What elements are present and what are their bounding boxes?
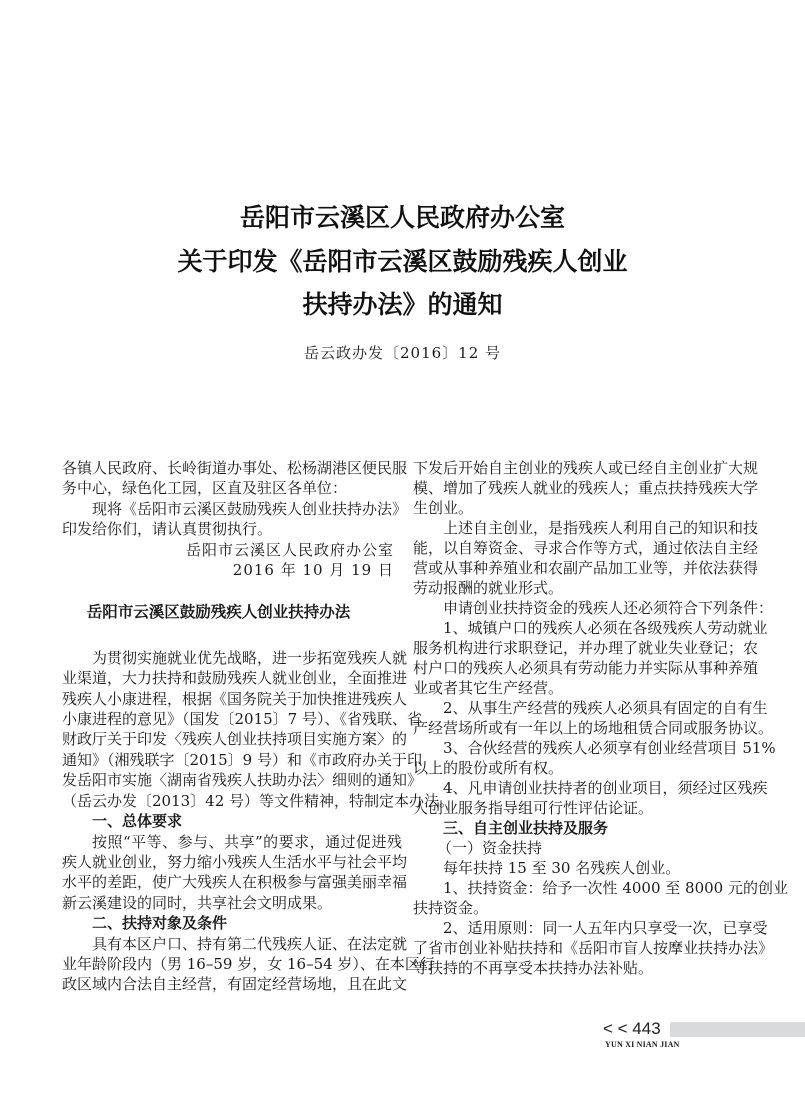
text-line: 4、凡申请创业扶持者的创业项目，须经过区残疾 — [443, 779, 768, 797]
text-line: 政区域内合法自主经营，有固定经营场地，且在此文 — [62, 975, 408, 994]
paragraph — [62, 648, 455, 811]
text-line: 下发后开始自主创业的残疾人或已经自主创业扩大规 — [413, 459, 759, 477]
paragraph — [62, 458, 408, 499]
text-line: 每年扶持 15 至 30 名残疾人创业。 — [443, 859, 681, 877]
text-line: 产经营场所或有一年以上的场地租赁合同或服务协议。 — [413, 719, 774, 737]
subsection-heading — [413, 818, 753, 838]
text-line: 发岳阳市实施〈湖南省残疾人扶助办法〉细则的通知》 — [62, 771, 423, 790]
text-line: 人创业服务指导组可行性评估论证。 — [413, 799, 654, 817]
paragraph — [413, 518, 759, 598]
section-heading — [62, 602, 402, 622]
text-line: （一）资金扶持 — [437, 839, 543, 857]
text-line: 劳动报酬的就业形式。 — [413, 579, 564, 597]
text-line: 了省市创业补贴扶持和《岳阳市盲人按摩业扶持办法》 — [413, 939, 774, 957]
text-line: 2、适用原则：同一人五年内只享受一次，已享受 — [443, 919, 768, 937]
paragraph — [413, 698, 774, 738]
text-line: 二、扶持对象及条件 — [92, 914, 228, 933]
text-line: 2016 年 10 月 19 日 — [232, 561, 394, 580]
text-line: 模、增加了残疾人就业的残疾人；重点扶持残疾大学 — [413, 479, 759, 497]
paragraph — [62, 499, 408, 540]
title-line: 岳阳市云溪区人民政府办公室 — [239, 203, 565, 232]
text-line: 财政厅关于印发〈残疾人创业扶持项目实施方案〉的 — [62, 730, 408, 749]
text-line: 岳阳市云溪区鼓励残疾人创业扶持办法 — [86, 603, 351, 622]
document-title — [0, 196, 805, 327]
text-line: 小康进程的意见》（国发〔2015〕7 号）、《省残联、省 — [62, 710, 422, 729]
text-line: 1、城镇户口的残疾人必须在各级残疾人劳动就业 — [443, 619, 768, 637]
paragraph — [413, 738, 776, 778]
text-line: 生创业。 — [413, 499, 474, 517]
publication-name: YUN XI NIAN JIAN — [605, 1040, 680, 1049]
text-line: 扶持资金。 — [413, 899, 489, 917]
text-line: 村户口的残疾人必须具有劳动能力并实际从事种养殖 — [413, 659, 759, 677]
text-line: 1、扶持资金：给予一次性 4000 至 8000 元的创业 — [443, 879, 788, 897]
footer-bar — [670, 1022, 805, 1037]
text-line: 通知》（湘残联字〔2015〕9 号）和《市政府办关于印 — [62, 750, 422, 769]
text-line: 业渠道，大力扶持和鼓励残疾人就业创业，全面推进 — [62, 669, 408, 688]
text-line: 等扶持的不再享受本扶持办法补贴。 — [413, 959, 654, 977]
page-number: < < 443 — [603, 1019, 661, 1038]
text-line: 岳阳市云溪区人民政府办公室 — [185, 540, 394, 559]
text-line: 2、从事生产经营的残疾人必须具有固定的自有生 — [443, 699, 768, 717]
paragraph — [62, 832, 408, 914]
title-line: 关于印发《岳阳市云溪区鼓励残疾人创业 — [177, 246, 628, 276]
paragraph — [62, 934, 435, 995]
subsection-heading — [413, 838, 753, 858]
text-line: 三、自主创业扶持及服务 — [443, 819, 609, 837]
text-line: 3、合伙经营的残疾人必须享有创业经营项目 51% — [443, 739, 776, 757]
text-line: 上述自主创业，是指残疾人利用自己的知识和技 — [443, 519, 759, 537]
paragraph — [413, 918, 774, 978]
paragraph — [413, 778, 768, 818]
text-line: 按照“平等、参与、共享”的要求，通过促进残 — [92, 832, 402, 851]
text-line: 残疾人小康进程，根据《国务院关于加快推进残疾人 — [62, 689, 408, 708]
paragraph — [413, 878, 788, 918]
text-line: 具有本区户口、持有第二代残疾人证、在法定就 — [92, 934, 408, 953]
text-line: 各镇人民政府、长岭街道办事处、松杨湖港区便民服 — [62, 459, 408, 477]
signature-block — [62, 540, 402, 581]
subsection-heading — [62, 811, 402, 831]
document-number: 岳云政办发〔2016〕12 号 — [303, 344, 502, 362]
text-line: 服务机构进行求职登记，并办理了就业失业登记；农 — [413, 639, 759, 657]
text-line: 务中心，绿色化工园，区直及驻区各单位： — [62, 479, 348, 498]
paragraph — [413, 618, 768, 698]
paragraph — [413, 598, 774, 618]
text-line: 一、总体要求 — [92, 812, 183, 831]
text-line: 能，以自筹资金、寻求合作等方式，通过依法自主经 — [413, 539, 759, 557]
paragraph — [413, 858, 753, 878]
right-column — [413, 458, 788, 978]
text-line: 为贯彻实施就业优先战略，进一步拓宽残疾人就 — [92, 648, 408, 667]
text-line: （岳云办发〔2013〕42 号）等文件精神，特制定本办法。 — [62, 791, 455, 810]
text-line: 现将《岳阳市云溪区鼓励残疾人创业扶持办法》 — [92, 499, 408, 518]
text-line: 营或从事种养殖业和农副产品加工业等，并依法获得 — [413, 559, 759, 577]
text-line: 申请创业扶持资金的残疾人还必须符合下列条件： — [443, 599, 774, 617]
text-line: 以上的股份或所有权。 — [413, 759, 564, 777]
text-line: 水平的差距，使广大残疾人在积极参与富强美丽幸福 — [62, 873, 408, 892]
text-line: 新云溪建设的同时，共享社会文明成果。 — [62, 893, 333, 912]
text-line: 印发给你们，请认真贯彻执行。 — [62, 520, 273, 539]
text-line: 疾人就业创业，努力缩小残疾人生活水平与社会平均 — [62, 852, 408, 871]
title-line: 扶持办法》的通知 — [302, 290, 503, 319]
paragraph — [413, 458, 759, 518]
subsection-heading — [62, 913, 402, 933]
text-line: 业或者其它生产经营。 — [413, 679, 564, 697]
text-line: 业年龄阶段内（男 16–59 岁，女 16–54 岁）、在本区行 — [62, 954, 435, 973]
